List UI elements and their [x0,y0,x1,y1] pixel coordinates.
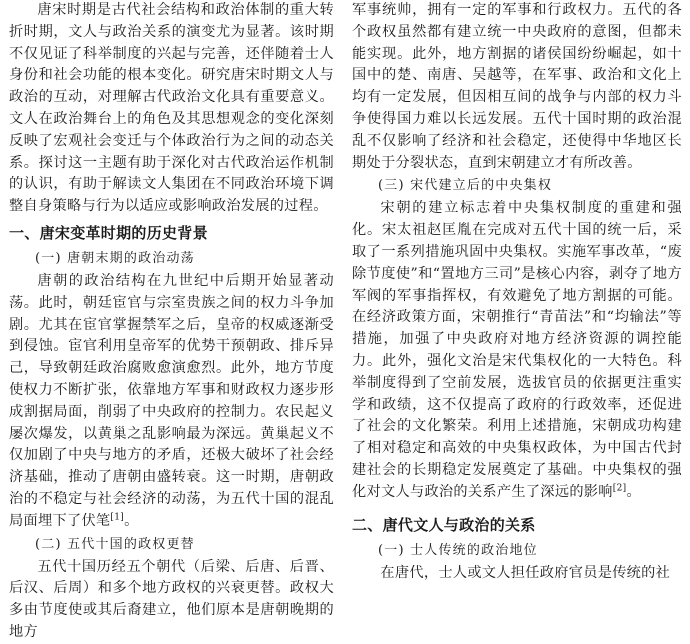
left-column [9,0,334,644]
subsection-heading-3: (三) 宋代建立后的中央集权 [378,178,553,194]
subsection-3-text: 宋朝的建立标志着中央集权制度的重建和强化。宋太祖赵匡胤在完成对五代十国的统一后，采取了一系列措施巩固中央集权。实施军事改革，“废除节度使”和“置地方三司”是核心内容，剥夺了地方军阀的军事指挥权，有效避免了地方割据的可能。在经济政策方面，宋朝推行“青苗法”和“均输法”等措施，加强了中央政府对地方经济资源的调控能力。此外，强化文治是宋代集权化的一大特色。科举制度得到了空前发展，选拔官员的依据更注重实学和政绩，这不仅提高了政府的行政效率，还促进了社会的文化繁荣。利用上述措施，宋朝成功构建了相对稳定和高效的中央集权政体，为中国古代封建社会的长期稳定发展奠定了基础。中央集权的强化对文人与政治的关系产生了深远的影响 [352,200,682,500]
subsection-heading-2: (二) 五代十国的政权更替 [35,536,195,552]
subsection-1-paragraph [9,271,334,533]
subsection-1-end: 。 [124,512,139,529]
subsection-heading-1: (一) 唐朝末期的政治动荡 [35,250,195,266]
citation-2: [2] [612,483,627,493]
intro-paragraph: 唐宋时期是古代社会结构和政治体制的重大转折时期，文人与政治关系的演变尤为显著。该时期不仅见证了科举制度的兴起与完善，还伴随着士人身份和社会功能的根本变化。研究唐宋时期文人与政治的互动，对理解古代政治文化具有重要意义。文人在政治舞台上的角色及其思想观念的变化深刻反映了宏观社会变迁与个体政治行为之间的动态关系。探讨这一主题有助于深化对古代政治运作机制的认识，有助于解读文人集团在不同政治环境下调整自身策略与行为以适应或影响政治发展的过程。 [9,2,334,215]
subsection-heading-4: (一) 士人传统的政治地位 [378,542,538,558]
right-column [352,0,682,584]
subsection-2-paragraph: 五代十国历经五个朝代（后梁、后唐、后晋、后汉、后周）和多个地方政权的兴衰更替。政权大多由节度使或其后裔建立，他们原本是唐朝晚期的地方 [9,558,334,640]
subsection-2-continuation: 军事统帅，拥有一定的军事和行政权力。五代的各个政权虽然都有建立统一中央政府的意图，但都未能实现。此外，地方割据的诸侯国纷纷崛起，如十国中的楚、南唐、吴越等，在军事、政治和文化上均有一定发展，但因相互间的战争与内部的权力斗争使得国力难以长远发展。五代十国时期的政治混乱不仅影响了经济和社会稳定，还使得中华地区长期处于分裂状态，直到宋朝建立才有所改善。 [352,2,682,171]
subsection-3-paragraph [352,198,682,503]
citation-1: [1] [110,512,125,522]
section-heading-2: 二、唐代文人与政治的关系 [352,515,536,534]
subsection-3-end: 。 [626,483,641,500]
subsection-4-paragraph: 在唐代，士人或文人担任政府官员是传统的社 [380,564,671,581]
section-heading-1: 一、唐宋变革时期的历史背景 [9,223,208,242]
subsection-1-text: 唐朝的政治结构在九世纪中后期开始显著动荡。此时，朝廷宦官与宗室贵族之间的权力斗争加剧。尤其在宦官掌握禁军之后，皇帝的权威逐渐受到侵蚀。宦官利用皇帝军的优势干预朝政、排斥异己，导致朝廷政治腐败愈演愈烈。此外，地方节度使权力不断扩张，依靠地方军事和财政权力逐步形成割据局面，削弱了中央政府的控制力。农民起义屡次爆发，以黄巢之乱影响最为深远。黄巢起义不仅加剧了中央与地方的矛盾，还极大破坏了社会经济基础，推动了唐朝由盛转衰。这一时期，唐朝政治的不稳定与社会经济的动荡，为五代十国的混乱局面埋下了伏笔 [9,272,334,529]
